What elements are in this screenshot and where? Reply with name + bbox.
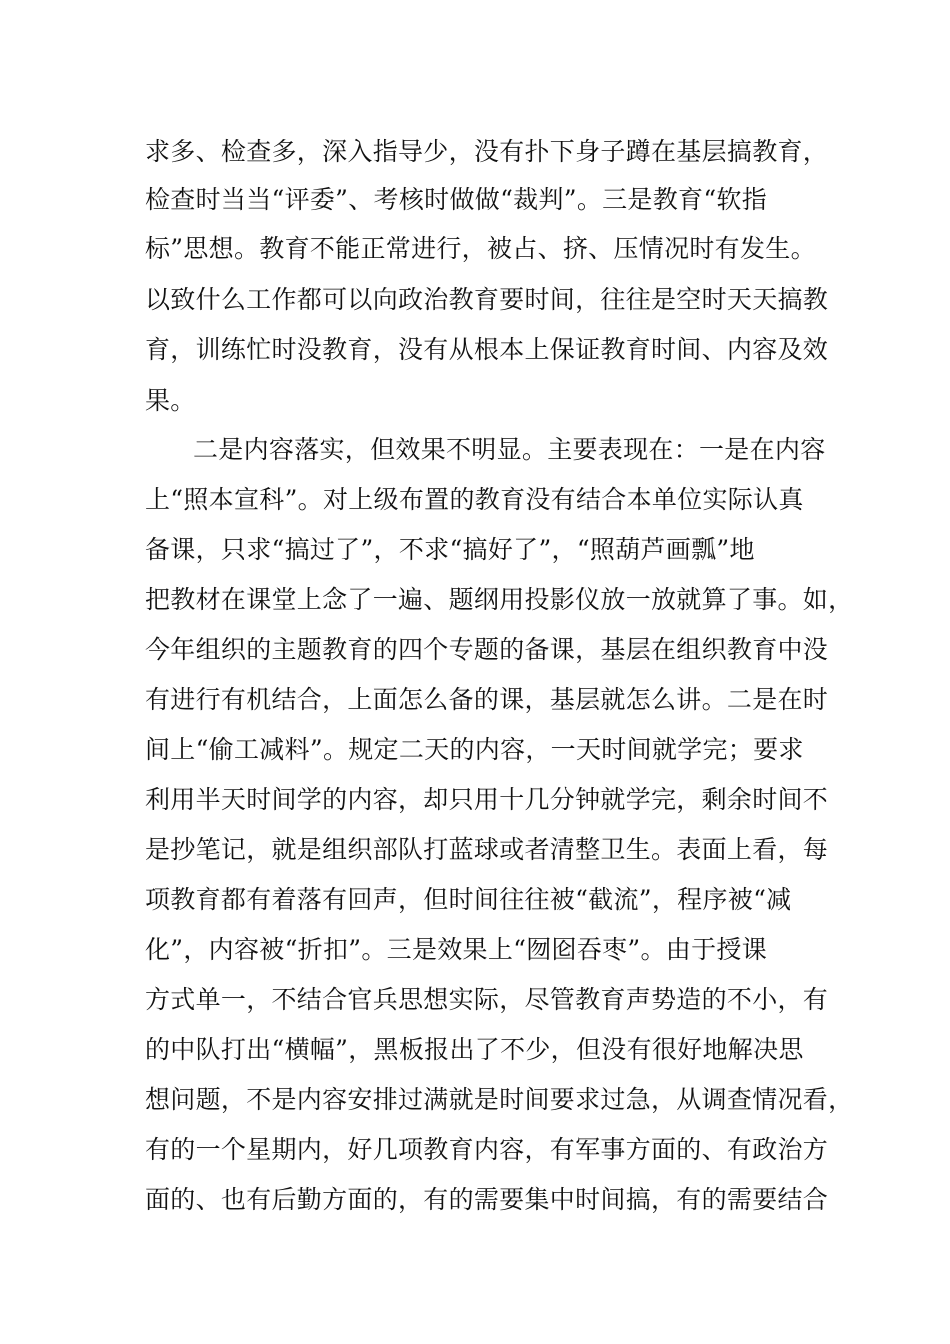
text-line-13: 间上“偷工减料”。规定二天的内容，一天时间就学完；要求 xyxy=(145,735,804,764)
text-line-22: 面的、也有后勤方面的，有的需要集中时间搞，有的需要结合 xyxy=(145,1185,829,1214)
text-line-6: 果。 xyxy=(145,386,196,415)
text-line-11: 今年组织的主题教育的四个专题的备课，基层在组织教育中没 xyxy=(145,635,829,664)
text-line-20: 想问题，不是内容安排过满就是时间要求过急，从调查情况看， xyxy=(145,1085,854,1114)
text-line-18: 方式单一，不结合官兵思想实际，尽管教育声势造的不小，有 xyxy=(145,985,829,1014)
text-line-9: 备课，只求“搞过了”，不求“搞好了”，“照葫芦画瓢”地 xyxy=(145,535,755,564)
text-line-2: 检查时当当“评委”、考核时做做“裁判”。三是教育“软指 xyxy=(145,185,768,214)
text-line-8: 上“照本宣科”。对上级布置的教育没有结合本单位实际认真 xyxy=(145,485,804,514)
text-line-3: 标”思想。教育不能正常进行，被占、挤、压情况时有发生。 xyxy=(145,234,816,263)
text-line-19: 的中队打出“横幅”，黑板报出了不少，但没有很好地解决思 xyxy=(145,1035,804,1064)
paragraph-2-first-line: 二是内容落实，但效果不明显。主要表现在：一是在内容 xyxy=(193,435,826,464)
text-line-14: 利用半天时间学的内容，却只用十几分钟就学完，剩余时间不 xyxy=(145,785,829,814)
text-line-5: 育，训练忙时没教育，没有从根本上保证教育时间、内容及效 xyxy=(145,335,829,364)
text-line-15: 是抄笔记，就是组织部队打蓝球或者清整卫生。表面上看，每 xyxy=(145,835,829,864)
text-line-1: 求多、检查多，深入指导少，没有扑下身子蹲在基层搞教育， xyxy=(145,137,829,166)
text-line-17: 化”，内容被“折扣”。三是效果上“囫囵吞枣”。由于授课 xyxy=(145,935,768,964)
text-line-16: 项教育都有着落有回声，但时间往往被“截流”，程序被“减 xyxy=(145,885,792,914)
text-line-21: 有的一个星期内，好几项教育内容，有军事方面的、有政治方 xyxy=(145,1135,829,1164)
text-line-12: 有进行有机结合，上面怎么备的课，基层就怎么讲。二是在时 xyxy=(145,685,829,714)
text-line-10: 把教材在课堂上念了一遍、题纲用投影仪放一放就算了事。如， xyxy=(145,585,854,614)
text-line-4: 以致什么工作都可以向政治教育要时间，往往是空时天天搞教 xyxy=(145,285,829,314)
